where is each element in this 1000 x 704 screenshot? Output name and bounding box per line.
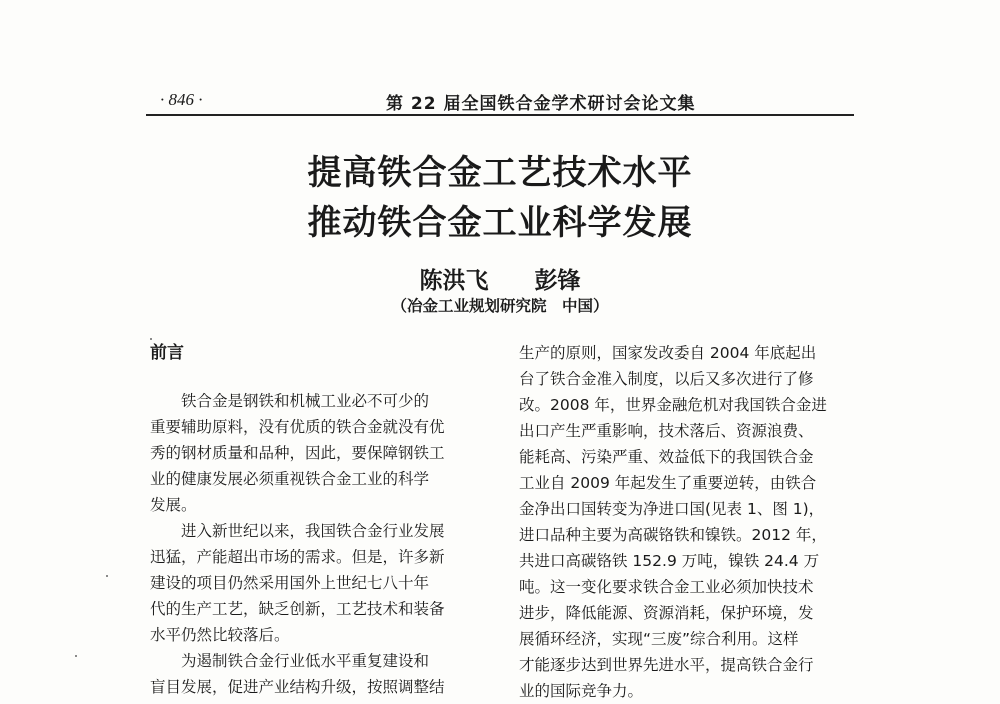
text-line: 出口产生严重影响，技术落后、资源浪费、 xyxy=(519,422,814,440)
text-line: 铁合金是钢铁和机械工业必不可少的 xyxy=(150,392,430,410)
journal-title: 第 22 届全国铁合金学术研讨会论文集 xyxy=(386,94,696,114)
text-line: 代的生产工艺，缺乏创新，工艺技术和装备 xyxy=(150,600,445,618)
scan-speck xyxy=(106,575,108,577)
text-line: 改。2008 年，世界金融危机对我国铁合金进 xyxy=(519,396,827,414)
text-line: 吨。这一变化要求铁合金工业必须加快技术 xyxy=(519,578,814,596)
text-line: 迅猛，产能超出市场的需求。但是，许多新 xyxy=(150,548,445,566)
text-line: 金净出口国转变为净进口国(见表 1、图 1)， xyxy=(519,500,825,518)
author-2: 彭锋 xyxy=(534,268,581,294)
scan-speck xyxy=(150,338,152,340)
text-line: 盲目发展，促进产业结构升级，按照调整结 xyxy=(150,678,445,696)
section-heading: 前言 xyxy=(150,343,184,363)
text-line: 才能逐步达到世界先进水平，提高铁合金行 xyxy=(519,656,814,674)
running-header xyxy=(146,88,854,116)
article-title-line-2: 推动铁合金工业科学发展 xyxy=(307,203,693,243)
text-line: 展循环经济，实现“三废”综合利用。这样 xyxy=(519,630,799,648)
text-line: 建设的项目仍然采用国外上世纪七八十年 xyxy=(150,574,430,592)
text-line: 水平仍然比较落后。 xyxy=(150,626,290,644)
text-line: 发展。 xyxy=(150,496,197,514)
text-line: 台了铁合金准入制度，以后又多次进行了修 xyxy=(519,370,814,388)
text-line: 业的国际竞争力。 xyxy=(519,682,644,700)
left-column xyxy=(150,340,484,700)
text-line: 进入新世纪以来，我国铁合金行业发展 xyxy=(150,522,445,540)
scan-speck xyxy=(75,655,77,657)
article-title-line-1: 提高铁合金工艺技术水平 xyxy=(307,153,693,193)
author-1: 陈洪飞 xyxy=(419,268,489,294)
text-line: 生产的原则，国家发改委自 2004 年底起出 xyxy=(519,344,817,362)
text-line: 共进口高碳铬铁 152.9 万吨，镍铁 24.4 万 xyxy=(519,552,820,570)
page-number: · 846 · xyxy=(160,90,203,109)
text-line: 秀的钢材质量和品种，因此，要保障钢铁工 xyxy=(150,444,445,462)
text-line: 工业自 2009 年起发生了重要逆转，由铁合 xyxy=(519,474,817,492)
text-line: 能耗高、污染严重、效益低下的我国铁合金 xyxy=(519,448,814,466)
text-line: 业的健康发展必须重视铁合金工业的科学 xyxy=(150,470,430,488)
right-column xyxy=(519,340,855,704)
text-line: 重要辅助原料，没有优质的铁合金就没有优 xyxy=(150,418,445,436)
text-line: 为遏制铁合金行业低水平重复建设和 xyxy=(150,652,430,670)
affiliation: （冶金工业规划研究院 中国） xyxy=(391,297,609,315)
text-line: 进步，降低能源、资源消耗，保护环境，发 xyxy=(519,604,814,622)
text-line: 进口品种主要为高碳铬铁和镍铁。2012 年， xyxy=(519,526,827,544)
authors xyxy=(0,262,1000,295)
